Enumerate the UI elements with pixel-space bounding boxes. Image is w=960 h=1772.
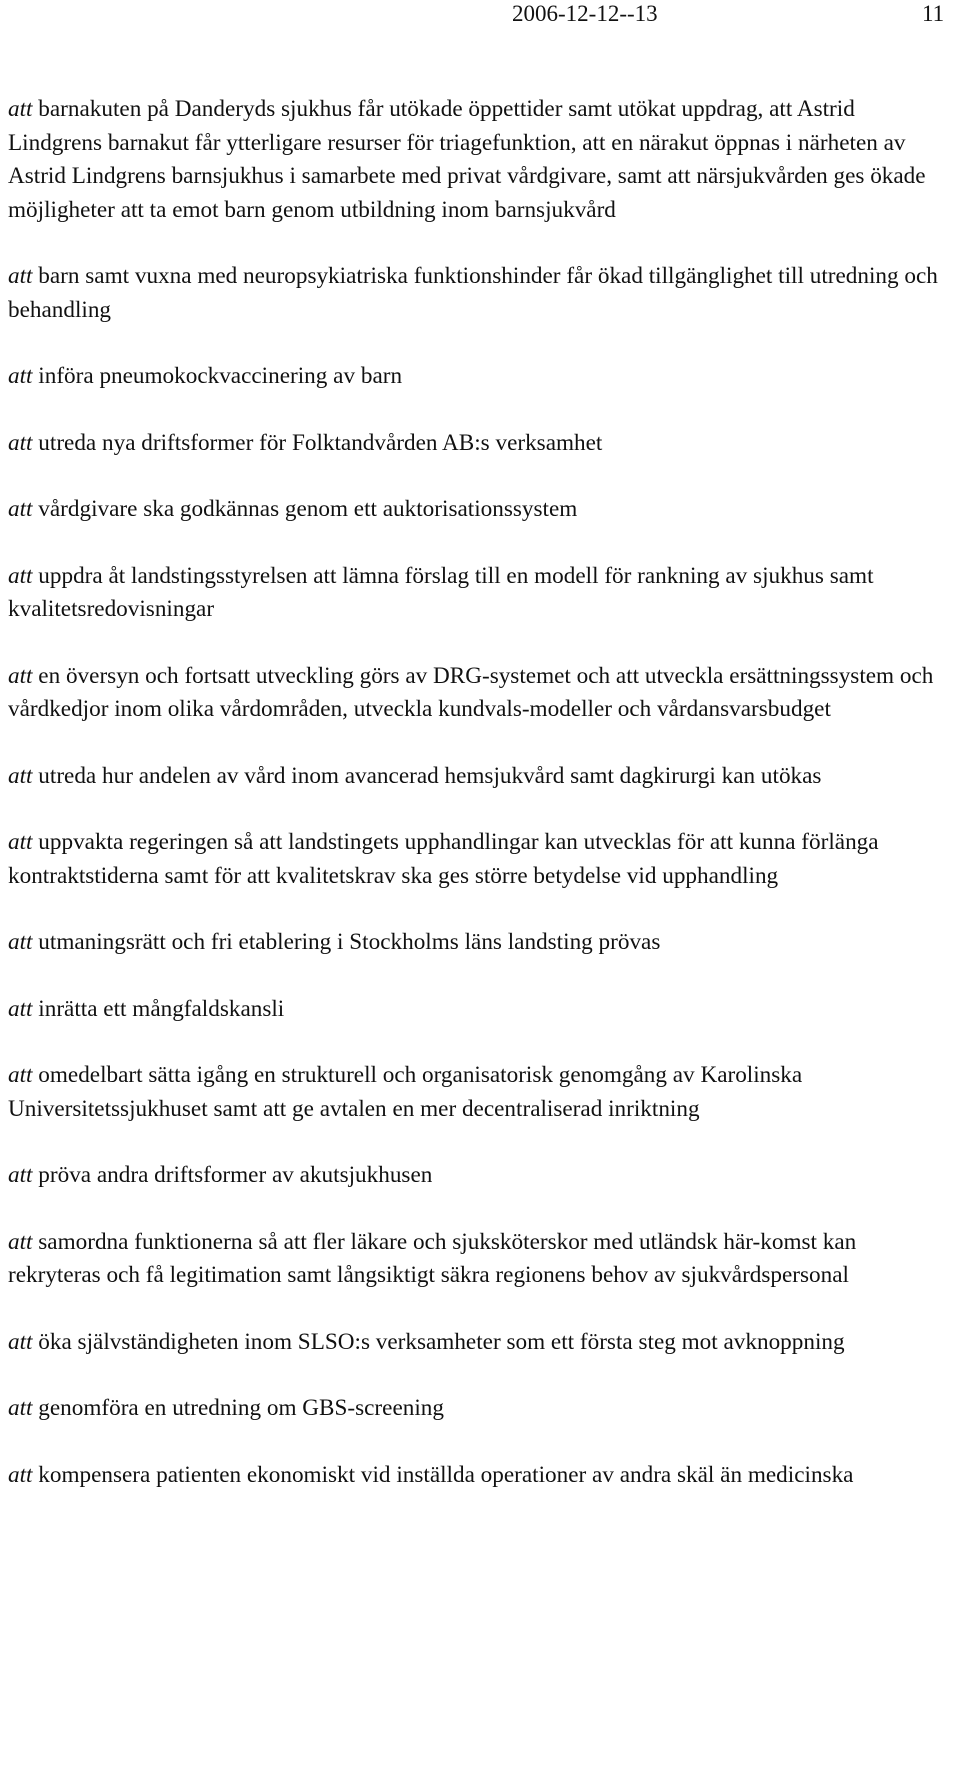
- lead-word: att: [8, 363, 33, 389]
- item-text: barn samt vuxna med neuropsykiatriska funktionshinder får ökad tillgänglighet till utredning och behandling: [8, 263, 938, 323]
- list-item: [8, 1159, 948, 1193]
- lead-word: att: [8, 1395, 33, 1421]
- item-text: samordna funktionerna så att fler läkare och sjuksköterskor med utländsk här-komst kan rekryteras och få legitimation samt långsiktigt säkra regionens behov av sjukvårdspersonal: [8, 1228, 857, 1288]
- lead-word: att: [8, 662, 33, 689]
- list-item: [8, 1326, 948, 1360]
- list-item: [8, 1459, 948, 1493]
- lead-word: att: [8, 829, 33, 855]
- header-date: 2006-12-12--13: [512, 1, 658, 26]
- page-number: 11: [922, 1, 945, 26]
- lead-word: att: [8, 96, 33, 122]
- item-text: omedelbart sätta igång en strukturell och organisatorisk genomgång av Karolinska Universitetssjukhuset samt att ge avtalen en mer decentraliserad inriktning: [8, 1062, 803, 1122]
- item-text: utreda nya driftsformer för Folktandvården AB:s verksamhet: [38, 429, 603, 456]
- item-text: införa pneumokockvaccinering av barn: [38, 363, 403, 389]
- lead-word: att: [8, 1228, 33, 1255]
- list-item: [8, 427, 948, 461]
- item-text: utmaningsrätt och fri etablering i Stockholms läns landsting prövas: [38, 929, 661, 955]
- item-text: uppvakta regeringen så att landstingets upphandlingar kan utvecklas för att kunna förlänga kontraktstiderna samt för att kvalitetskrav ska ges större betydelse vid upphandling: [8, 829, 879, 889]
- list-item: [8, 1226, 948, 1293]
- page-header: [0, 0, 960, 32]
- list-item: [8, 993, 948, 1027]
- lead-word: att: [8, 1461, 33, 1488]
- item-text: pröva andra driftsformer av akutsjukhusen: [38, 1162, 433, 1188]
- lead-word: att: [8, 929, 33, 955]
- item-text: barnakuten på Danderyds sjukhus får utökade öppettider samt utökat uppdrag, att Astrid Lindgrens barnakut får ytterligare resurser för triagefunktion, att en närakut öppnas i närheten av Astrid Lindgrens barnsjukhus i samarbete med privat vårdgivare, samt att närsjukvården ges ökade möjligheter att ta emot barn genom utbildning inom barnsjukvård: [8, 96, 926, 223]
- list-item: [8, 560, 948, 627]
- item-text: kompensera patienten ekonomiskt vid inställda operationer av andra skäl än medicinska: [38, 1461, 854, 1488]
- lead-word: att: [8, 263, 33, 289]
- item-text: uppdra åt landstingsstyrelsen att lämna förslag till en modell för rankning av sjukhus samt kvalitetsredovisningar: [8, 562, 874, 622]
- list-item: [8, 360, 948, 394]
- resolution-list: [8, 93, 948, 1525]
- list-item: [8, 826, 948, 893]
- list-item: [8, 926, 948, 960]
- item-text: inrätta ett mångfaldskansli: [38, 995, 285, 1022]
- item-text: öka självständigheten inom SLSO:s verksamheter som ett första steg mot avknoppning: [38, 1328, 845, 1355]
- lead-word: att: [8, 1062, 33, 1088]
- list-item: [8, 760, 948, 794]
- lead-word: att: [8, 762, 33, 789]
- list-item: [8, 260, 948, 327]
- list-item: [8, 660, 948, 727]
- lead-word: att: [8, 1328, 33, 1355]
- item-text: utreda hur andelen av vård inom avancerad hemsjukvård samt dagkirurgi kan utökas: [38, 762, 822, 789]
- item-text: en översyn och fortsatt utveckling görs av DRG-systemet och att utveckla ersättningssystem och vårdkedjor inom olika vårdområden, utveckla kundvals-modeller och vårdansvarsbudget: [8, 662, 934, 722]
- lead-word: att: [8, 995, 33, 1022]
- lead-word: att: [8, 1162, 33, 1188]
- lead-word: att: [8, 496, 33, 522]
- lead-word: att: [8, 429, 33, 456]
- item-text: vårdgivare ska godkännas genom ett auktorisationssystem: [38, 496, 578, 522]
- list-item: [8, 93, 948, 227]
- list-item: [8, 1392, 948, 1426]
- list-item: [8, 1059, 948, 1126]
- list-item: [8, 493, 948, 527]
- lead-word: att: [8, 562, 33, 589]
- item-text: genomföra en utredning om GBS-screening: [38, 1395, 444, 1421]
